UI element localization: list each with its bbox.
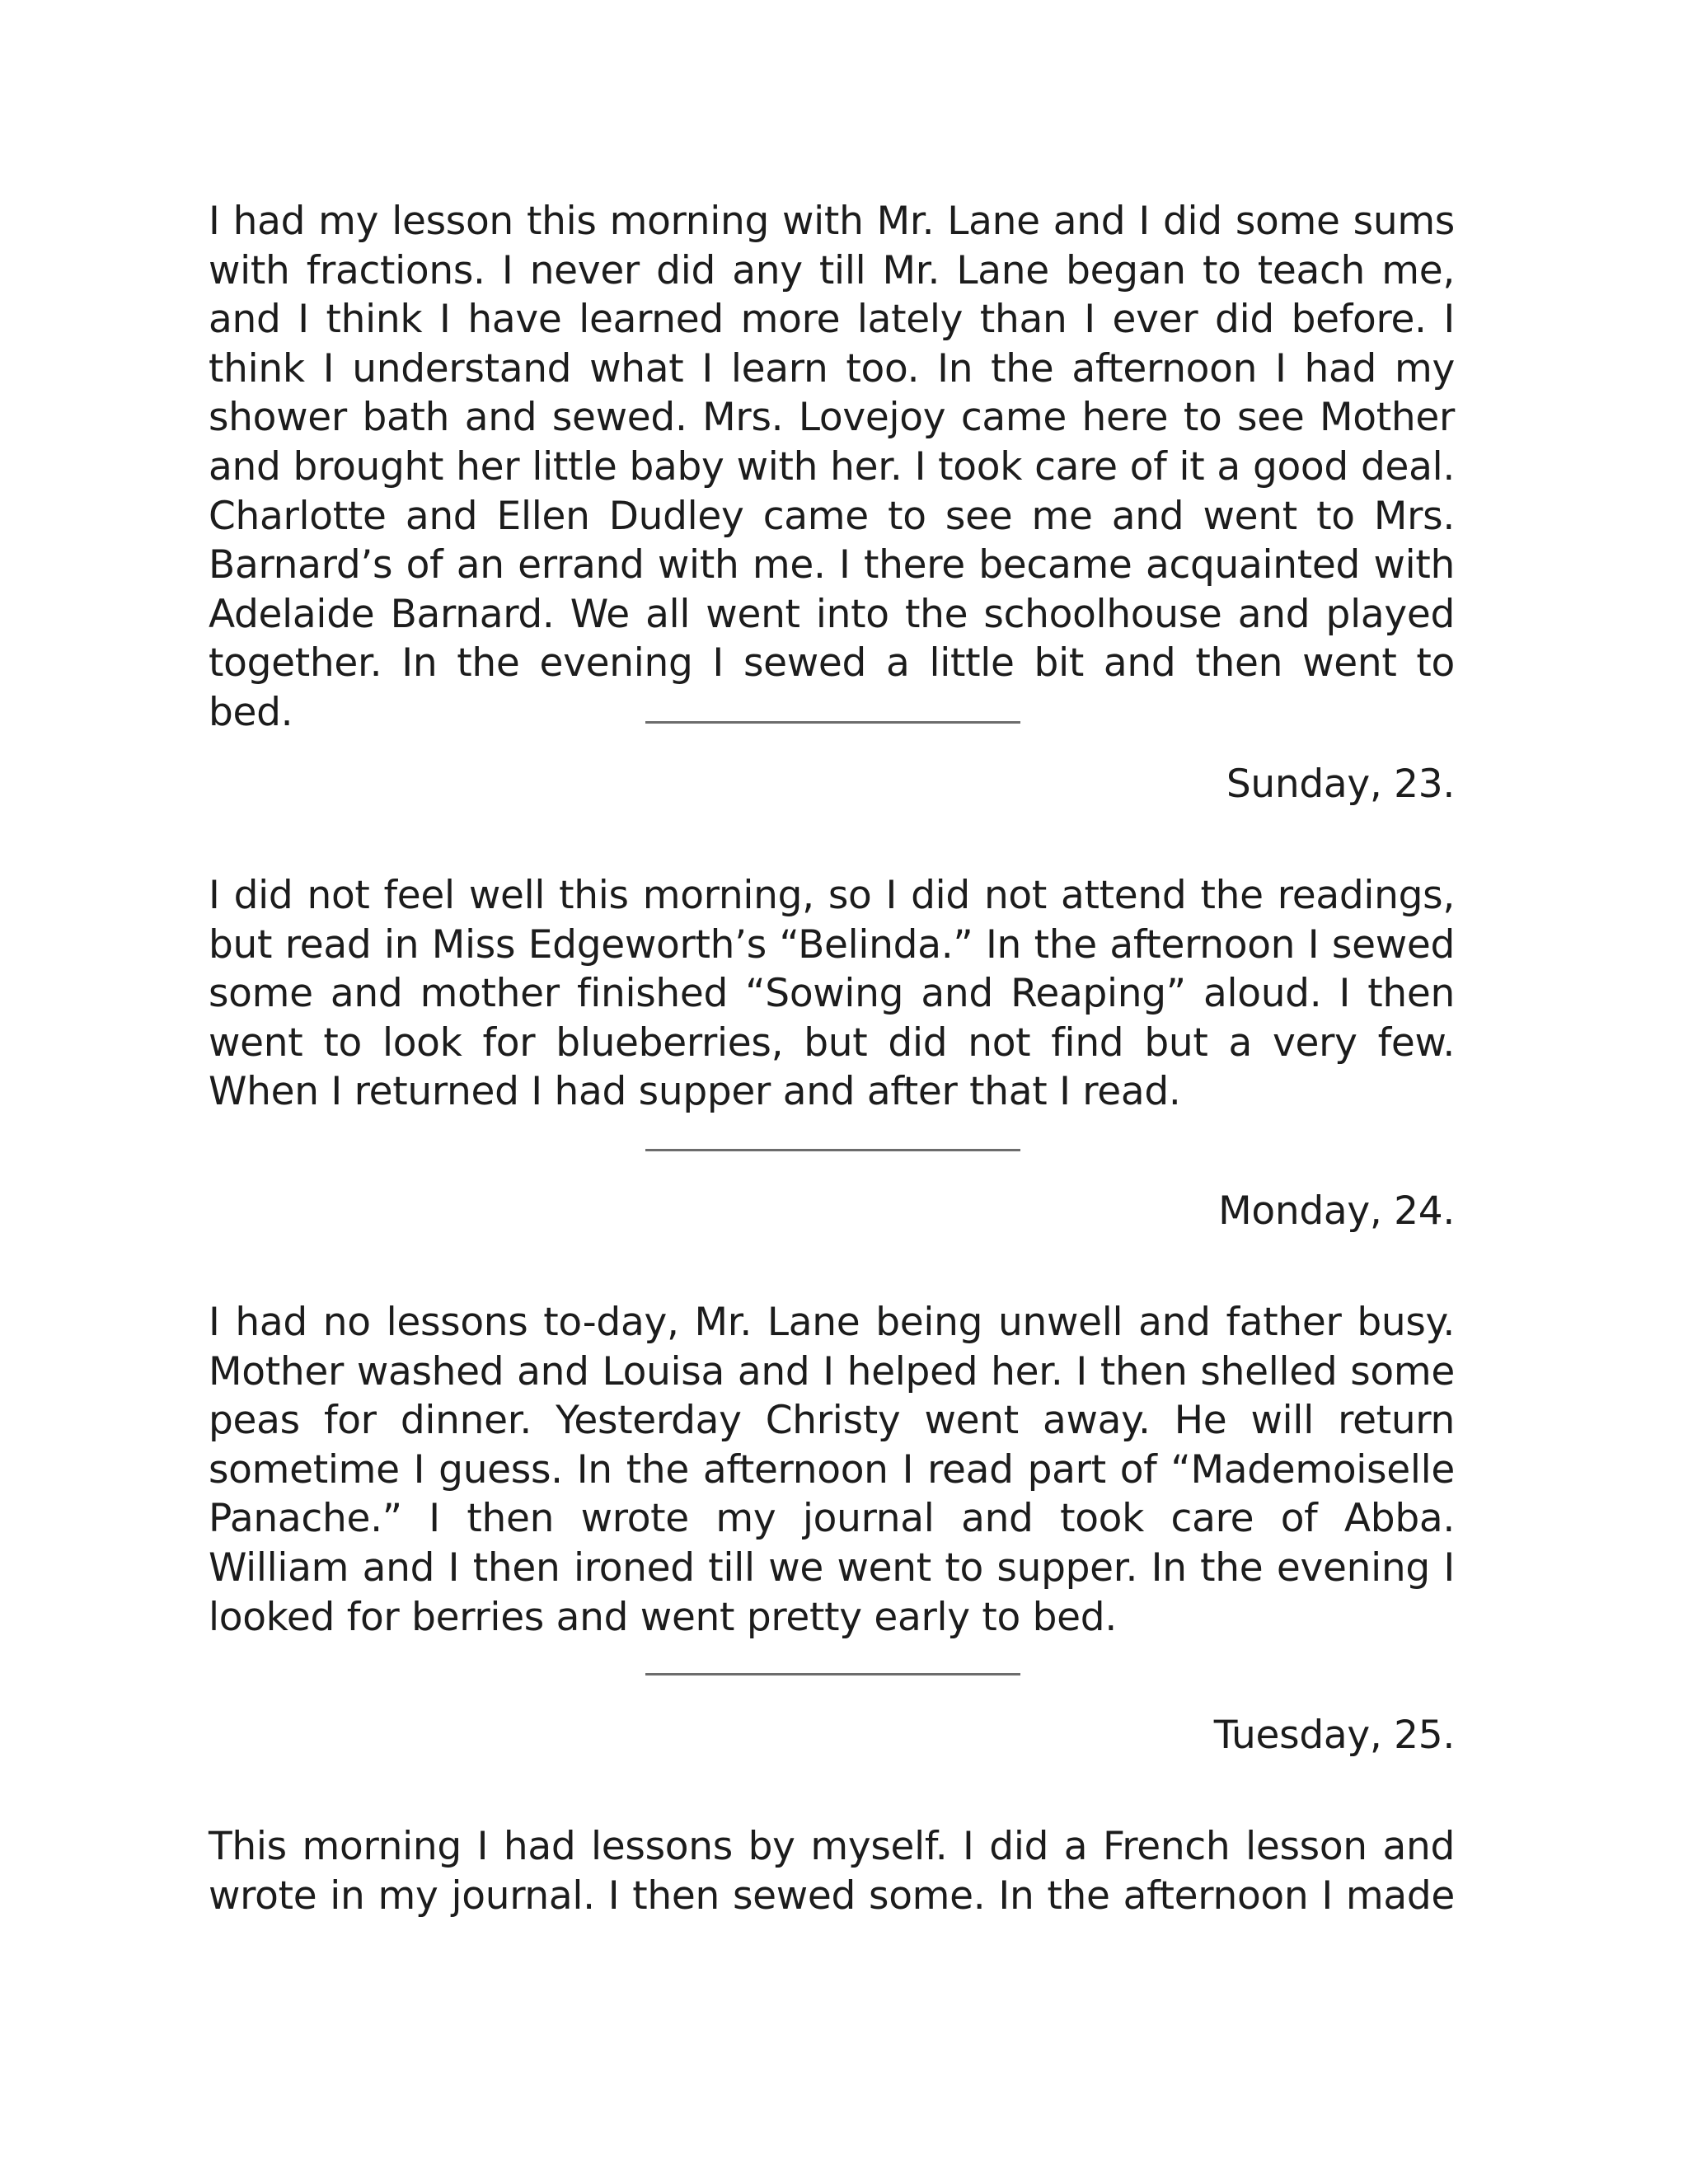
journal-entry-paragraph: I had no lessons to-day, Mr. Lane being unwell and father busy. Mother washed and Louisa and I helped her. I then shelled some peas for dinner. Yesterday Christy went away. He will return sometime I guess. In the afternoon I read part of “Mademoiselle Panache.” I then wrote my journal and took care of Abba. William and I then ironed till we went to supper. In the evening I looked for berries and went pretty early to bed. — [209, 1300, 1455, 1640]
entry-date: Tuesday, 25. — [1213, 1713, 1455, 1758]
journal-entry-paragraph: I had my lesson this morning with Mr. Lane and I did some sums with fractions. I never did any till Mr. Lane began to teach me, and I think I have learned more lately than I ever did before. I think I understand what I learn too. In the afternoon I had my shower bath and sewed. Mrs. Lovejoy came here to see Mother and brought her little baby with her. I took care of it a good deal. Charlotte and Ellen Dudley came to see me and went to Mrs. Barnard’s of an errand with me. I there became acquainted with Adelaide Barnard. We all went into the schoolhouse and played together. In the evening I sewed a little bit and then went to bed. — [209, 199, 1455, 735]
entry-date: Monday, 24. — [1218, 1188, 1455, 1234]
journal-entry-paragraph: This morning I had lessons by myself. I did a French lesson and wrote in my journal. I then sewed some. In the afternoon I made — [209, 1824, 1455, 1919]
journal-entry-paragraph: I did not feel well this morning, so I did not attend the readings, but read in Miss Edgeworth’s “Belinda.” In the afternoon I sewed some and mother finished “Sowing and Reaping” aloud. I then went to look for blueberries, but did not find but a very few. When I returned I had supper and after that I read. — [209, 873, 1455, 1115]
entry-divider — [645, 1673, 1020, 1675]
entry-divider — [645, 1149, 1020, 1151]
entry-date: Sunday, 23. — [1226, 762, 1455, 807]
entry-divider — [645, 721, 1020, 724]
